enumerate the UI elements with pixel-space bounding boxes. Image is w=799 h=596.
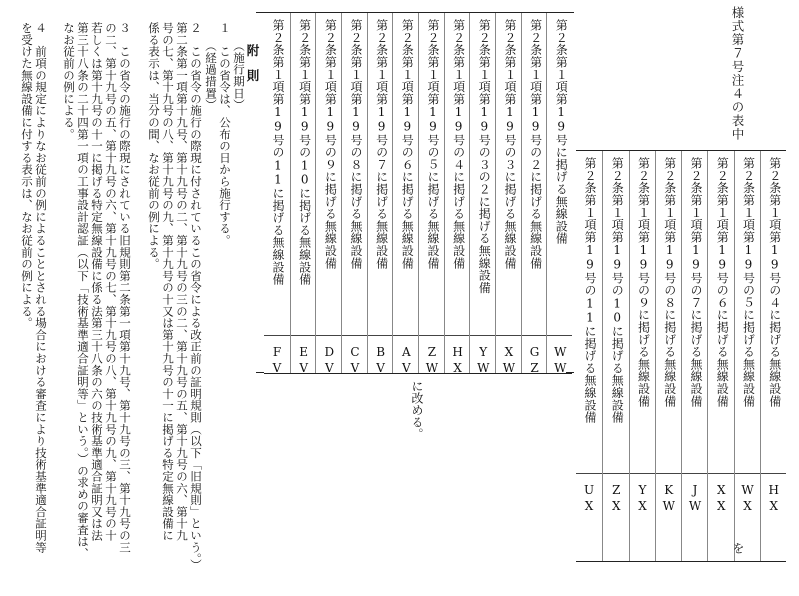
- equipment-name: 第２条第１項第19号の７に掲げる無線設備: [374, 19, 389, 269]
- equipment-code: AV: [399, 345, 414, 377]
- provision-line: 号の七、第十九号の八、第十九号の九、第十九号の十又は第十九号の十一に掲げる特定無線設備に: [161, 22, 175, 542]
- table-row: [760, 151, 787, 561]
- suffix-text: を: [731, 542, 745, 554]
- provision-line: ４ 前項の規定によりなお従前の例によることとされる場合における審査により技術基準適合証明等: [34, 22, 48, 553]
- table-row: [576, 151, 602, 561]
- table-row: [734, 151, 761, 561]
- amend-note: に改める。: [410, 380, 424, 440]
- middle-table: [264, 12, 572, 377]
- supplementary-heading: 附 則: [245, 44, 260, 82]
- right-table: [576, 150, 786, 562]
- table-row: [521, 13, 548, 377]
- equipment-name: 第２条第１項第19号の５に掲げる無線設備: [425, 19, 440, 269]
- table-row: [681, 151, 708, 561]
- provision-line: 第二条第一項第十九号、第十九号の二、第十九号の三の二、第十九号の五、第十九号の六、第十九: [175, 22, 189, 542]
- table-row: [495, 13, 522, 377]
- bracket-top: [256, 12, 264, 13]
- provision-line: 第三十八条の二十四第一項の工事設計認証（以下「技術基準適合証明等」という。）の求めの審査は、: [76, 22, 90, 560]
- equipment-code: JW: [688, 483, 702, 515]
- provision-line: １ この省令は、公布の日から施行する。: [218, 22, 232, 247]
- equipment-name: 第２条第１項第19号の９に掲げる無線設備: [636, 157, 651, 407]
- equipment-code: EV: [296, 345, 311, 377]
- equipment-name: 第２条第１項第19号の６に掲げる無線設備: [715, 157, 730, 407]
- equipment-name: 第２条第１項第19号の11に掲げる無線設備: [583, 157, 597, 424]
- equipment-code: YW: [476, 345, 491, 377]
- equipment-name: 第２条第１項第19号の４に掲げる無線設備: [767, 157, 782, 407]
- table-row: [707, 151, 734, 561]
- provision-line: ２ この省令の施行の際現に付されているこの省令による改正前の証明規則（以下「旧規則」という。）: [189, 22, 203, 571]
- equipment-code: GZ: [527, 345, 542, 377]
- equipment-name: 第２条第１項第19号の10に掲げる無線設備: [610, 157, 625, 424]
- equipment-code: XX: [714, 483, 729, 515]
- equipment-code: FV: [270, 345, 284, 377]
- equipment-code: KW: [661, 483, 676, 515]
- equipment-name: 第２条第１項第19号の８に掲げる無線設備: [348, 19, 363, 269]
- equipment-name: 第２条第１項第19号の３の２に掲げる無線設備: [477, 19, 492, 294]
- equipment-code: HX: [766, 483, 781, 515]
- table-row: [444, 13, 471, 377]
- equipment-code: UX: [582, 483, 596, 515]
- provision-line: ３ この省令の施行の際現にされている旧規則第二条第一項第十九号、第十九号の三、第十九号の三: [118, 22, 132, 553]
- table-row: [290, 13, 317, 377]
- equipment-code: DV: [322, 345, 337, 377]
- bracket-bottom: [256, 372, 264, 373]
- equipment-name: 第２条第１項第19号の９に掲げる無線設備: [323, 19, 338, 269]
- equipment-name: 第２条第１項第19号の８に掲げる無線設備: [662, 157, 677, 407]
- equipment-name: 第２条第１項第19号に掲げる無線設備: [554, 19, 569, 245]
- table-row: [367, 13, 394, 377]
- equipment-code: WW: [553, 345, 568, 377]
- equipment-code: XW: [501, 345, 516, 377]
- equipment-name: 第２条第１項第19号の７に掲げる無線設備: [689, 157, 703, 407]
- equipment-code: CV: [347, 345, 362, 377]
- provision-line: の二、第十九号の五、第十九号の六、第十九号の七、第十九号の八、第十九号の九、第十九号の十: [104, 22, 118, 542]
- table-row: [655, 151, 682, 561]
- equipment-name: 第２条第１項第19号の10に掲げる無線設備: [297, 19, 312, 286]
- provision-line: （経過措置）: [204, 40, 218, 111]
- table-row: [315, 13, 342, 377]
- equipment-code: ZW: [424, 345, 439, 377]
- table-row: [546, 13, 573, 377]
- provision-line: 係る表示は、当分の間、なお従前の例による。: [147, 22, 161, 270]
- provision-line: を受けた無線設備に付する表示は、なお従前の例による。: [20, 22, 34, 329]
- equipment-name: 第２条第１項第19号の４に掲げる無線設備: [451, 19, 466, 269]
- equipment-name: 第２条第１項第19号の５に掲げる無線設備: [741, 157, 756, 407]
- equipment-name: 第２条第１項第19号の11に掲げる無線設備: [271, 19, 285, 286]
- table-row: [392, 13, 419, 377]
- equipment-code: BV: [373, 345, 388, 377]
- table-row: [469, 13, 496, 377]
- form-title: 様式第７号注４の表中: [730, 6, 745, 141]
- equipment-name: 第２条第１項第19号の２に掲げる無線設備: [528, 19, 543, 269]
- equipment-code: ZX: [609, 483, 624, 515]
- table-row: [264, 13, 290, 377]
- provision-line: 若しくは第十九号の十一に掲げる特定無線設備に係る法第三十八条の六の技術基準適合証明又は法: [90, 22, 104, 542]
- equipment-name: 第２条第１項第19号の３に掲げる無線設備: [502, 19, 517, 269]
- provision-line: なお従前の例による。: [62, 22, 76, 140]
- table-row: [341, 13, 368, 377]
- equipment-name: 第２条第１項第19号の６に掲げる無線設備: [400, 19, 415, 269]
- table-row: [602, 151, 629, 561]
- table-row: [629, 151, 656, 561]
- provision-line: （施行期日）: [232, 40, 246, 111]
- table-row: [418, 13, 445, 377]
- equipment-code: HX: [450, 345, 465, 377]
- equipment-code: YX: [635, 483, 650, 515]
- equipment-code: WX: [740, 483, 755, 515]
